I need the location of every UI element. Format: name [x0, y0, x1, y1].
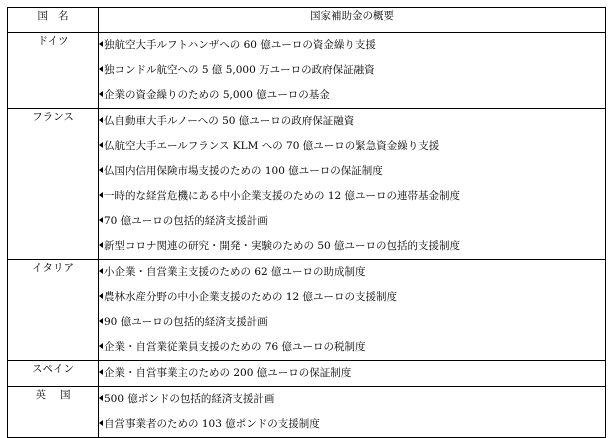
list-item: 仏国内信用保険市場支援のための 100 億ユーロの保証制度 — [99, 159, 605, 184]
items-cell — [99, 387, 606, 438]
arrow-bullet-icon — [99, 293, 103, 299]
header-row — [8, 8, 606, 33]
arrow-bullet-icon — [99, 420, 103, 426]
country-cell: フランス — [8, 109, 99, 260]
list-item: 一時的な経営危機にある中小企業支援のための 12 億ユーロの連帯基金制度 — [99, 184, 605, 209]
list-item: 自営事業者のための 103 億ポンドの支援制度 — [99, 412, 605, 437]
arrow-bullet-icon — [99, 91, 103, 97]
header-summary: 国家補助金の概要 — [99, 8, 606, 33]
list-item: 独コンドル航空への 5 億 5,000 万ユーロの政府保証融資 — [99, 58, 605, 83]
items-cell — [99, 33, 606, 109]
list-item: 90 億ユーロの包括的経済支援計画 — [99, 310, 605, 335]
list-item: 企業・自営事業主のための 200 億ユーロの保証制度 — [99, 361, 605, 386]
arrow-bullet-icon — [99, 167, 103, 173]
list-item: 新型コロナ関連の研究・開発・実験のための 50 億ユーロの包括的支援制度 — [99, 234, 605, 259]
list-item: 企業・自営業従業員支援のための 76 億ユーロの税制度 — [99, 335, 605, 360]
table-row-italy — [8, 260, 606, 361]
items-cell — [99, 109, 606, 260]
arrow-bullet-icon — [99, 343, 103, 349]
table-row-france — [8, 109, 606, 260]
table-row-spain — [8, 361, 606, 387]
arrow-bullet-icon — [99, 318, 103, 324]
list-item: 仏航空大手エールフランス KLM への 70 億ユーロの緊急資金繰り支援 — [99, 134, 605, 159]
list-item: 農林水産分野の中小企業支援のための 12 億ユーロの支援制度 — [99, 285, 605, 310]
arrow-bullet-icon — [99, 217, 103, 223]
items-cell — [99, 361, 606, 387]
arrow-bullet-icon — [99, 369, 103, 375]
arrow-bullet-icon — [99, 142, 103, 148]
country-cell: 英国 — [8, 387, 99, 438]
table-row-germany — [8, 33, 606, 109]
arrow-bullet-icon — [99, 395, 103, 401]
state-aid-table — [7, 7, 606, 438]
arrow-bullet-icon — [99, 192, 103, 198]
arrow-bullet-icon — [99, 117, 103, 123]
arrow-bullet-icon — [99, 41, 103, 47]
table-row-uk — [8, 387, 606, 438]
list-item: 小企業・自営業主支援のための 62 億ユーロの助成制度 — [99, 260, 605, 285]
items-cell — [99, 260, 606, 361]
header-country: 国名 — [8, 8, 99, 33]
country-cell: ドイツ — [8, 33, 99, 109]
arrow-bullet-icon — [99, 66, 103, 72]
arrow-bullet-icon — [99, 268, 103, 274]
country-cell: イタリア — [8, 260, 99, 361]
list-item: 企業の資金繰りのための 5,000 億ユーロの基金 — [99, 83, 605, 108]
list-item: 70 億ユーロの包括的経済支援計画 — [99, 209, 605, 234]
list-item: 500 億ポンドの包括的経済支援計画 — [99, 387, 605, 412]
list-item: 仏自動車大手ルノーへの 50 億ユーロの政府保証融資 — [99, 109, 605, 134]
country-cell: スペイン — [8, 361, 99, 387]
arrow-bullet-icon — [99, 242, 103, 248]
list-item: 独航空大手ルフトハンザへの 60 億ユーロの資金繰り支援 — [99, 33, 605, 58]
